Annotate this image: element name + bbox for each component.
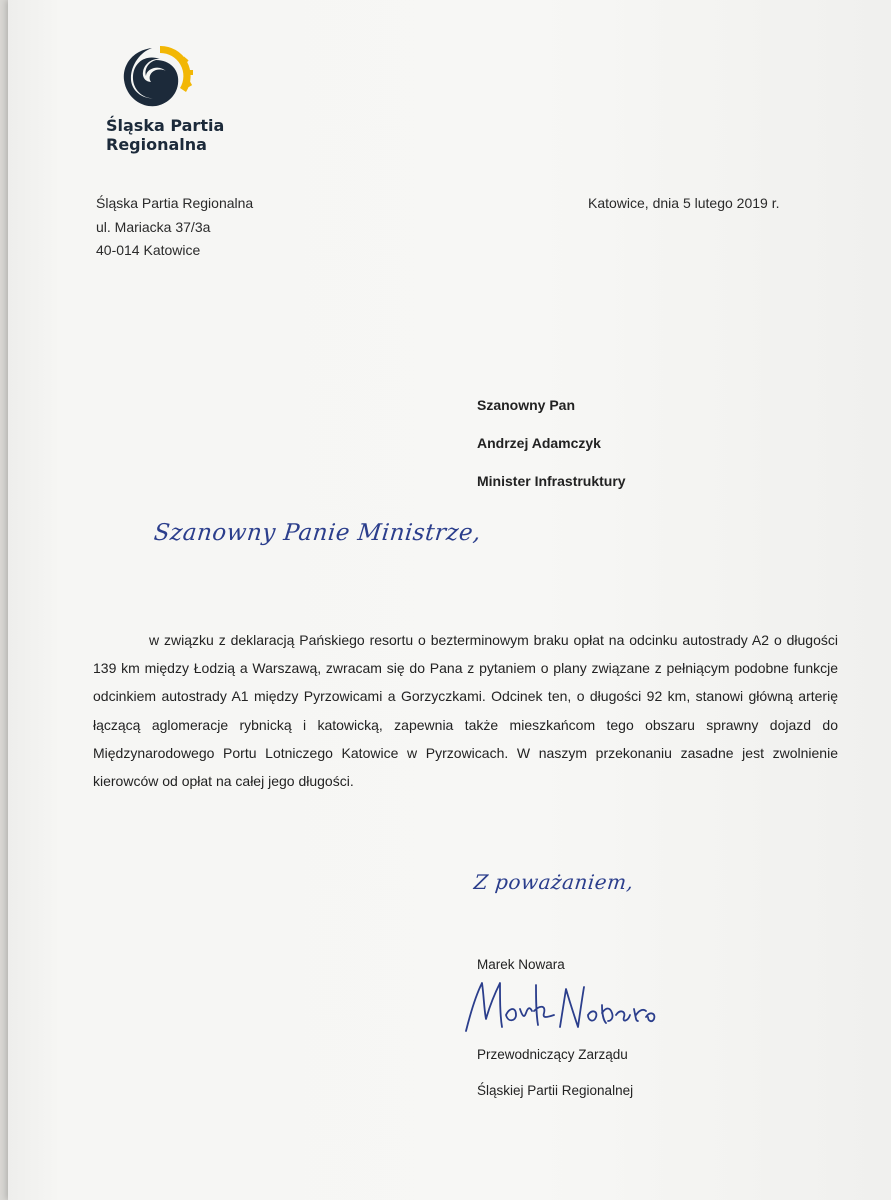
party-logo-icon <box>116 42 198 112</box>
recipient-title: Minister Infrastruktury <box>477 473 626 489</box>
signer-organization: Śląskiej Partii Regionalnej <box>477 1083 634 1098</box>
sender-street: ul. Mariacka 37/3a <box>96 218 211 235</box>
handwritten-greeting: Szanowny Panie Ministrze, <box>152 520 483 546</box>
letter-date: Katowice, dnia 5 lutego 2019 r. <box>588 195 780 211</box>
signer-title-block <box>477 1037 633 1109</box>
recipient-name: Andrzej Adamczyk <box>477 435 601 451</box>
sender-address <box>96 192 253 263</box>
letter-page <box>8 0 891 1200</box>
recipient-salutation: Szanowny Pan <box>477 397 576 413</box>
sender-name: Śląska Partia Regionalna <box>96 195 254 211</box>
handwritten-closing: Z poważaniem, <box>472 870 635 894</box>
signer-position: Przewodniczący Zarządu <box>477 1047 628 1062</box>
recipient-block <box>477 396 626 510</box>
handwritten-signature <box>460 975 660 1037</box>
logo-line-2: Regionalna <box>106 135 207 154</box>
signer-name: Marek Nowara <box>477 957 565 972</box>
party-logo-text <box>106 116 246 154</box>
letter-body: w związku z deklaracją Pańskiego resortu o bezterminowym braku opłat na odcinku autostrady A2 o długości 139 km między Łodzią a Warszawą, zwracam się do Pana z pytaniem o plany związane z pełniącym podobne funkcje odcinkiem autostrady A1 między Pyrzowicami a Gorzyczkami. Odcinek ten, o długości 92 km, stanowi główną arterię łączącą aglomeracje rybnicką i katowicką, zapewnia także mieszkańcom tego obszaru sprawny dojazd do Międzynarodowego Portu Lotniczego Katowice w Pyrzowicach. W naszym przekonaniu zasadne jest zwolnienie kierowców od opłat na całej jego długości. <box>93 632 838 790</box>
sender-city: 40-014 Katowice <box>96 242 201 258</box>
logo-line-1: Śląska Partia <box>106 116 225 135</box>
